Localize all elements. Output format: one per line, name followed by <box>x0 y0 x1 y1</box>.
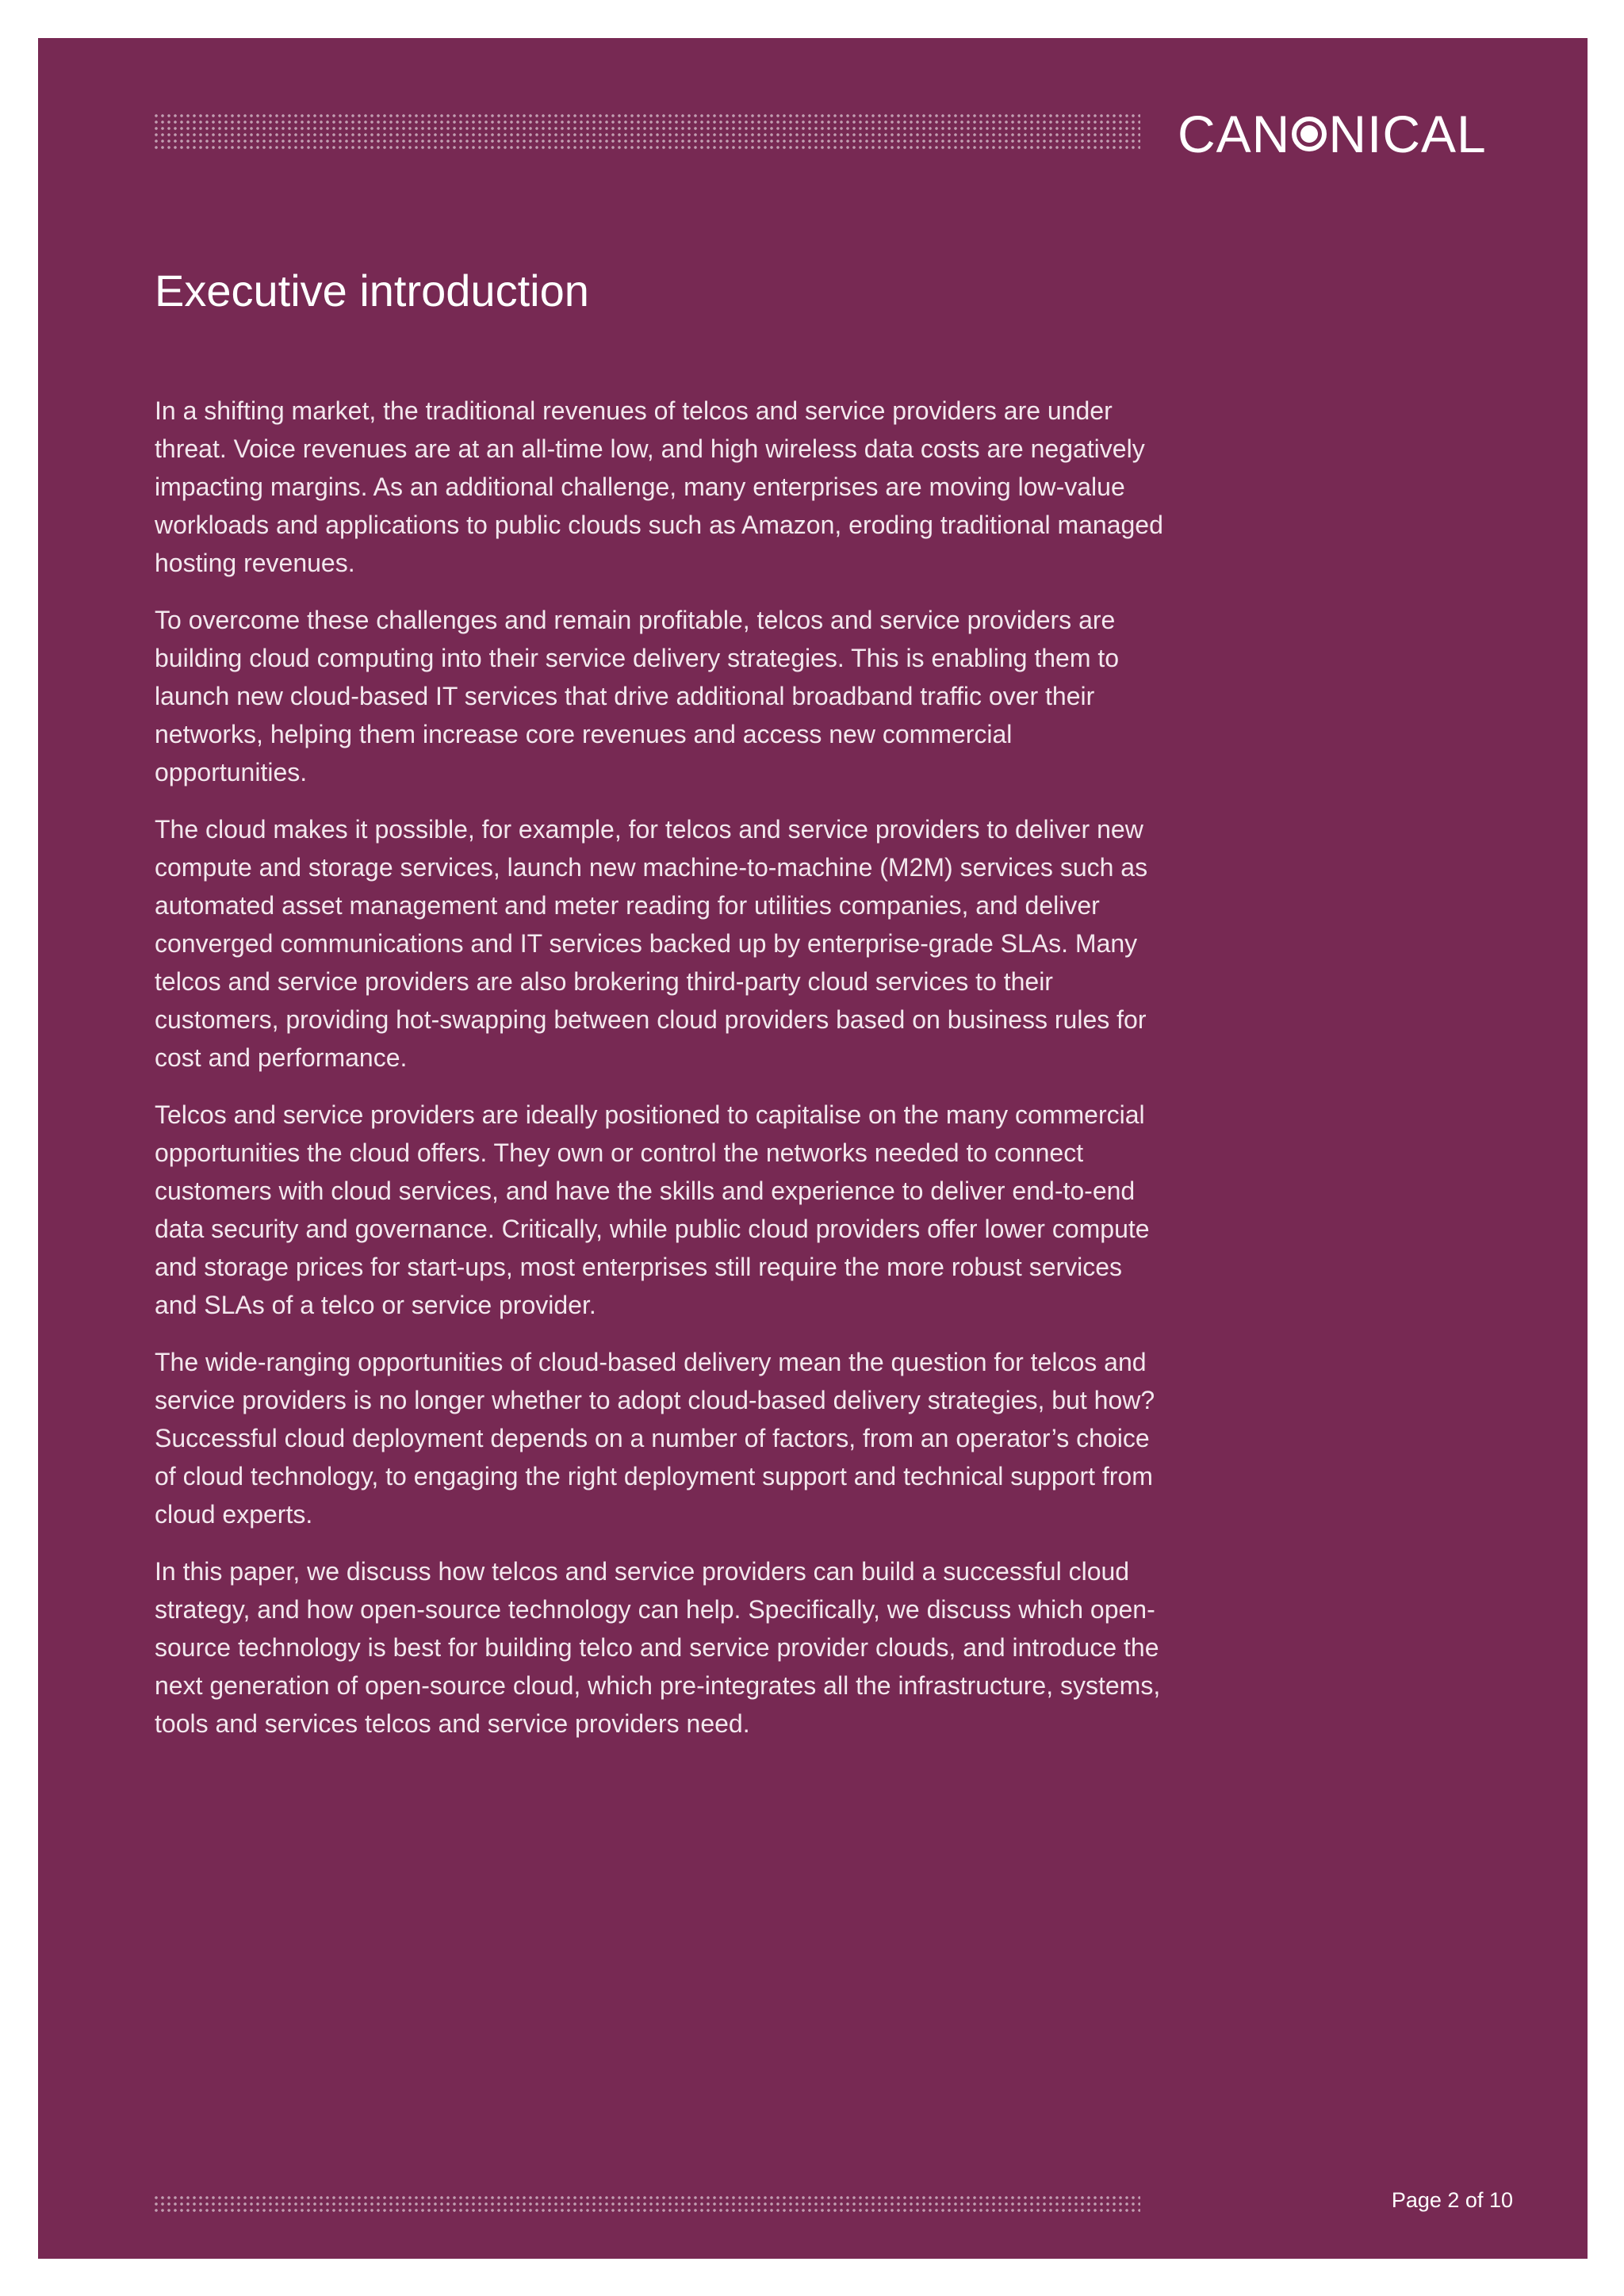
page-number: Page 2 of 10 <box>1391 2188 1513 2212</box>
footer-dot-pattern <box>153 2195 1140 2215</box>
paragraph-5: The wide-ranging opportunities of cloud-based delivery mean the question for telcos and service providers is no longer whether to adopt cloud-based delivery strategies, but how? Successful cloud deployment depends on a number of factors, from an operator’s choice of cloud technology, to engaging the right deployment support and technical support from cloud experts. <box>155 1348 1155 1529</box>
header-dot-pattern <box>153 113 1140 152</box>
paragraph-6: In this paper, we discuss how telcos and service providers can build a successful cloud strategy, and how open-source technology can help. Specifically, we discuss which open-source technology is best for building telco and service provider clouds, and introduce the next generation of open-source cloud, which pre-integrates all the infrastructure, systems, tools and services telcos and service providers need. <box>155 1557 1161 1738</box>
logo-circle-icon <box>1292 117 1327 151</box>
logo-text-suffix: NICAL <box>1328 105 1487 163</box>
paragraph-2: To overcome these challenges and remain profitable, telcos and service providers are building cloud computing into their service delivery strategies. This is enabling them to launch new cloud-based IT services that drive additional broadband traffic over their networks, helping them increase core revenues and access new commercial opportunities. <box>155 606 1120 786</box>
document-page <box>38 38 1588 2259</box>
paragraph-3: The cloud makes it possible, for example, for telcos and service providers to deliver new compute and storage services, launch new machine-to-machine (M2M) services such as automated asset management and meter reading for utilities companies, and deliver converged communications and IT services backed up by enterprise-grade SLAs. Many telcos and service providers are also brokering third-party cloud services to their customers, providing hot-swapping between cloud providers based on business rules for cost and performance. <box>155 815 1148 1072</box>
canonical-logo <box>1178 106 1487 162</box>
page-title: Executive introduction <box>155 266 589 316</box>
logo-text-prefix: CAN <box>1178 105 1291 163</box>
paragraph-1: In a shifting market, the traditional revenues of telcos and service providers are under threat. Voice revenues are at an all-time low, and high wireless data costs are negatively impacting margins. As an additional challenge, many enterprises are moving low-value workloads and applications to public clouds such as Amazon, eroding traditional managed hosting revenues. <box>155 396 1163 577</box>
paragraph-4: Telcos and service providers are ideally positioned to capitalise on the many commercial opportunities the cloud offers. They own or control the networks needed to connect customers with cloud services, and have the skills and experience to deliver end-to-end data security and governance. Critically, while public cloud providers offer lower compute and storage prices for start-ups, most enterprises still require the more robust services and SLAs of a telco or service provider. <box>155 1100 1150 1319</box>
body-text <box>155 392 1170 1762</box>
